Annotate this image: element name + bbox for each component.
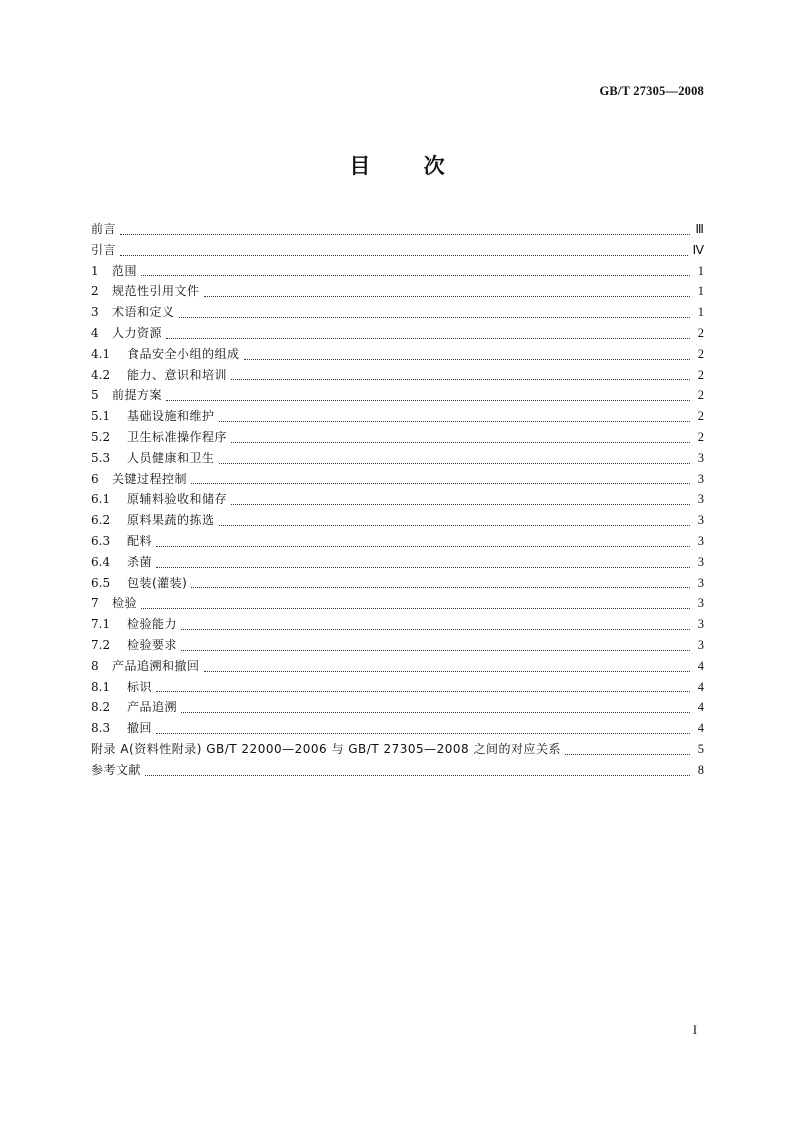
toc-entry-label: 能力、意识和培训 [127,367,228,382]
toc-dot-leader [156,532,690,547]
toc-entry-number: 7.2 [91,637,111,652]
toc-entry-number: 6.2 [91,513,111,528]
toc-entry-number: 8.1 [91,679,111,694]
toc-entry[interactable] [91,323,704,344]
toc-entry-number: 5.1 [91,409,111,424]
toc-entry[interactable] [91,385,704,406]
toc-dot-leader [166,324,690,339]
toc-entry-page: 3 [697,513,704,528]
toc-entry-page: 1 [697,305,704,320]
toc-dot-leader [219,449,690,464]
standard-code: GB/T 27305—2008 [599,84,704,98]
toc-dot-leader [145,761,690,776]
toc-entry[interactable] [91,240,704,261]
toc-entry-label: 产品追溯和撤回 [112,658,200,673]
toc-dot-leader [204,657,690,672]
toc-dot-leader [156,719,690,734]
toc-entry-number: 5 [91,388,99,403]
toc-entry[interactable] [91,219,704,240]
toc-entry-label: 术语和定义 [112,305,175,320]
toc-entry-page: 2 [697,429,704,444]
toc-entry-number: 6 [91,471,99,486]
toc-entry-number: 6.3 [91,533,111,548]
toc-entry-number: 5.3 [91,450,111,465]
toc-entry[interactable] [91,510,704,531]
toc-dot-leader [141,261,690,276]
toc-dot-leader [120,241,688,256]
toc-entry-number: 8.2 [91,700,111,715]
toc-dot-leader [179,303,690,318]
toc-entry-label: 配料 [127,533,153,548]
toc-entry-page: Ⅲ [695,222,704,236]
toc-entry[interactable] [91,448,704,469]
toc-entry-label: 参考文献 [91,762,142,777]
toc-entry[interactable] [91,697,704,718]
toc-entry[interactable] [91,406,704,427]
toc-entry[interactable] [91,365,704,386]
toc-entry[interactable] [91,573,704,594]
toc-entry-label: 原料果蔬的拣选 [127,513,215,528]
toc-entry-page: 3 [697,533,704,548]
toc-entry-label: 关键过程控制 [112,471,188,486]
toc-entry[interactable] [91,552,704,573]
toc-entry[interactable] [91,760,704,781]
toc-entry-page: 2 [697,346,704,361]
toc-dot-leader [244,345,690,360]
toc-entry[interactable] [91,302,704,323]
table-of-contents [91,219,704,781]
toc-dot-leader [191,573,690,588]
toc-entry-number: 1 [91,263,99,278]
toc-entry-label: 前言 [91,222,117,236]
toc-entry-label: 前提方案 [112,388,163,403]
toc-entry-number: 5.2 [91,429,111,444]
toc-entry-label: 人员健康和卫生 [127,450,215,465]
toc-dot-leader [166,386,690,401]
toc-entry-page: 3 [697,471,704,486]
toc-entry-page: 3 [697,596,704,611]
toc-entry-label: 人力资源 [112,325,163,340]
toc-entry-page: 3 [697,492,704,507]
toc-dot-leader [141,594,690,609]
toc-entry-page: 4 [697,658,704,673]
toc-entry[interactable] [91,614,704,635]
page-number: I [692,1023,697,1037]
toc-entry-page: 3 [697,637,704,652]
title-char-1: 目 [349,154,371,178]
toc-dot-leader [231,428,690,443]
title-char-2: 次 [423,154,445,178]
toc-entry-page: 1 [697,263,704,278]
toc-entry[interactable] [91,427,704,448]
toc-dot-leader [191,469,690,484]
toc-entry-label: 附录 A(资料性附录) GB/T 22000—2006 与 GB/T 27305—2008 之间的对应关系 [91,741,562,756]
toc-entry[interactable] [91,469,704,490]
toc-entry-label: 规范性引用文件 [112,284,200,299]
toc-entry-label: 范围 [112,263,138,278]
toc-dot-leader [181,615,690,630]
toc-entry-page: 1 [697,284,704,299]
toc-entry[interactable] [91,677,704,698]
toc-entry[interactable] [91,656,704,677]
toc-entry-page: 4 [697,721,704,736]
toc-entry-number: 2 [91,284,99,299]
toc-entry-number: 3 [91,305,99,320]
toc-entry-label: 食品安全小组的组成 [127,346,240,361]
toc-entry-page: 3 [697,450,704,465]
toc-entry-number: 6.1 [91,492,111,507]
toc-dot-leader [219,407,690,422]
toc-dot-leader [231,365,690,380]
toc-dot-leader [156,677,690,692]
toc-entry-page: 4 [697,679,704,694]
toc-entry[interactable] [91,489,704,510]
toc-dot-leader [204,282,690,297]
toc-entry[interactable] [91,739,704,760]
toc-entry-page: 4 [697,700,704,715]
toc-entry-number: 4 [91,325,99,340]
toc-dot-leader [181,698,690,713]
toc-entry-label: 产品追溯 [127,700,178,715]
toc-entry[interactable] [91,281,704,302]
toc-entry-label: 原辅料验收和储存 [127,492,228,507]
toc-entry[interactable] [91,718,704,739]
toc-entry-page: 2 [697,325,704,340]
toc-entry-number: 4.2 [91,367,111,382]
toc-entry-page: 2 [697,409,704,424]
toc-entry-number: 8 [91,658,99,673]
toc-entry-page: Ⅳ [692,242,704,257]
toc-entry-page: 3 [697,617,704,632]
toc-entry-number: 6.4 [91,554,111,569]
toc-entry-label: 引言 [91,242,117,257]
toc-dot-leader [565,740,690,755]
toc-entry[interactable] [91,593,704,614]
toc-entry[interactable] [91,635,704,656]
toc-entry-label: 检验要求 [127,637,178,652]
toc-dot-leader [231,490,690,505]
page-title [0,150,794,180]
toc-dot-leader [181,636,690,651]
toc-entry[interactable] [91,261,704,282]
toc-entry-number: 4.1 [91,346,111,361]
toc-dot-leader [120,220,690,235]
toc-entry-label: 检验 [112,596,138,611]
toc-entry-page: 8 [697,762,704,777]
toc-entry-page: 2 [697,388,704,403]
toc-dot-leader [156,553,690,568]
toc-entry-page: 2 [697,367,704,382]
toc-entry-page: 3 [697,554,704,569]
toc-entry-label: 杀菌 [127,554,153,569]
toc-dot-leader [219,511,690,526]
toc-entry-label: 卫生标准操作程序 [127,429,228,444]
toc-entry-page: 5 [697,741,704,756]
toc-entry-label: 包装(灌装) [127,575,188,590]
toc-entry-number: 7 [91,596,99,611]
toc-entry-label: 撤回 [127,721,153,736]
toc-entry-number: 6.5 [91,575,111,590]
toc-entry-number: 8.3 [91,721,111,736]
toc-entry-label: 基础设施和维护 [127,409,215,424]
toc-entry-label: 检验能力 [127,617,178,632]
toc-entry-label: 标识 [127,679,153,694]
toc-entry[interactable] [91,531,704,552]
toc-entry[interactable] [91,344,704,365]
toc-entry-page: 3 [697,575,704,590]
toc-entry-number: 7.1 [91,617,111,632]
